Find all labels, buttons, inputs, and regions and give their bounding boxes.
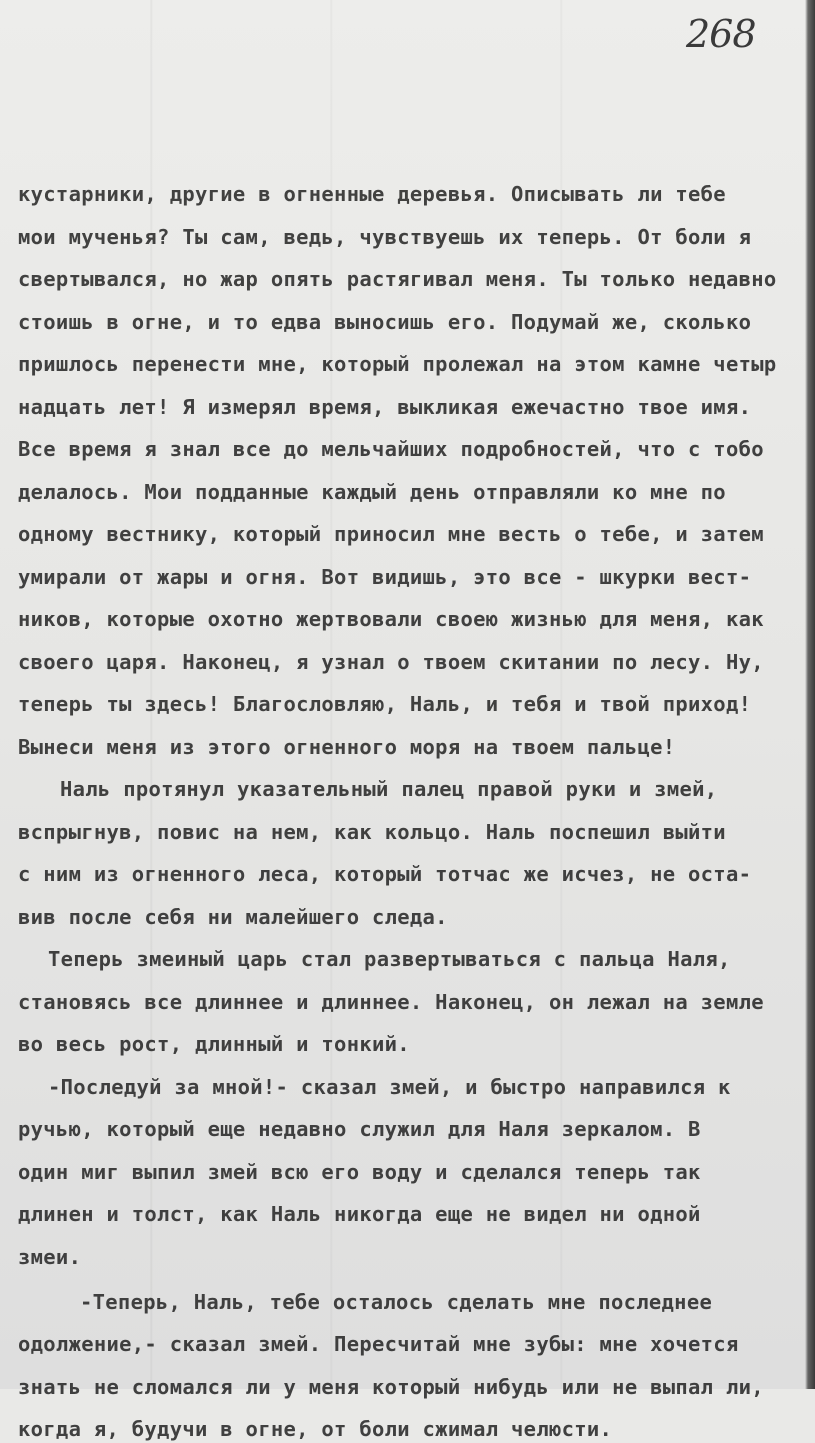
text-line: Все время я знал все до мельчайших подробностей, что с тобо: [18, 437, 764, 461]
text-line: свертывался, но жар опять растягивал меня. Ты только недавно: [18, 267, 777, 291]
text-line: своего царя. Наконец, я узнал о твоем скитании по лесу. Ну,: [18, 650, 764, 674]
text-line: знать не сломался ли у меня который нибудь или не выпал ли,: [18, 1375, 764, 1399]
text-line: делалось. Мои подданные каждый день отправляли ко мне по: [18, 480, 726, 504]
text-line: один миг выпил змей всю его воду и сделался теперь так: [18, 1160, 701, 1184]
text-line: вив после себя ни малейшего следа.: [18, 905, 448, 929]
text-line: кустарники, другие в огненные деревья. Описывать ли тебе: [18, 182, 726, 206]
text-line: с ним из огненного леса, который тотчас же исчез, не оста-: [18, 862, 752, 886]
text-line: когда я, будучи в огне, от боли сжимал челюсти.: [18, 1417, 613, 1441]
text-line: одному вестнику, который приносил мне весть о тебе, и затем: [18, 522, 764, 546]
text-line: во весь рост, длинный и тонкий.: [18, 1032, 410, 1056]
page-number: 268: [686, 12, 756, 56]
text-line: ручью, который еще недавно служил для Наля зеркалом. В: [18, 1117, 701, 1141]
text-line: ников, которые охотно жертвовали своею жизнью для меня, как: [18, 607, 764, 631]
text-line: длинен и толст, как Наль никогда еще не видел ни одной: [18, 1202, 701, 1226]
text-line: Наль протянул указательный палец правой руки и змей,: [60, 777, 718, 801]
text-line: -Последуй за мной!- сказал змей, и быстро направился к: [48, 1075, 731, 1099]
text-line: умирали от жары и огня. Вот видишь, это все - шкурки вест-: [18, 565, 752, 589]
text-line: надцать лет! Я измерял время, выкликая ежечастно твое имя.: [18, 395, 752, 419]
text-line: змеи.: [18, 1245, 82, 1269]
text-line: -Теперь, Наль, тебе осталось сделать мне последнее: [80, 1290, 713, 1314]
text-line: Вынеси меня из этого огненного моря на твоем пальце!: [18, 735, 676, 759]
text-line: вспрыгнув, повис на нем, как кольцо. Наль поспешил выйти: [18, 820, 726, 844]
text-line: мои мученья? Ты сам, ведь, чувствуешь их теперь. От боли я: [18, 225, 752, 249]
typewritten-text: [18, 178, 808, 1441]
text-line: Теперь змеиный царь стал развертываться с пальца Наля,: [48, 947, 731, 971]
text-line: стоишь в огне, и то едва выносишь его. Подумай же, сколько: [18, 310, 752, 334]
text-line: становясь все длиннее и длиннее. Наконец, он лежал на земле: [18, 990, 764, 1014]
text-line: одолжение,- сказал змей. Пересчитай мне зубы: мне хочется: [18, 1332, 739, 1356]
text-line: теперь ты здесь! Благословляю, Наль, и тебя и твой приход!: [18, 692, 752, 716]
text-line: пришлось перенести мне, который пролежал на этом камне четыр: [18, 352, 777, 376]
